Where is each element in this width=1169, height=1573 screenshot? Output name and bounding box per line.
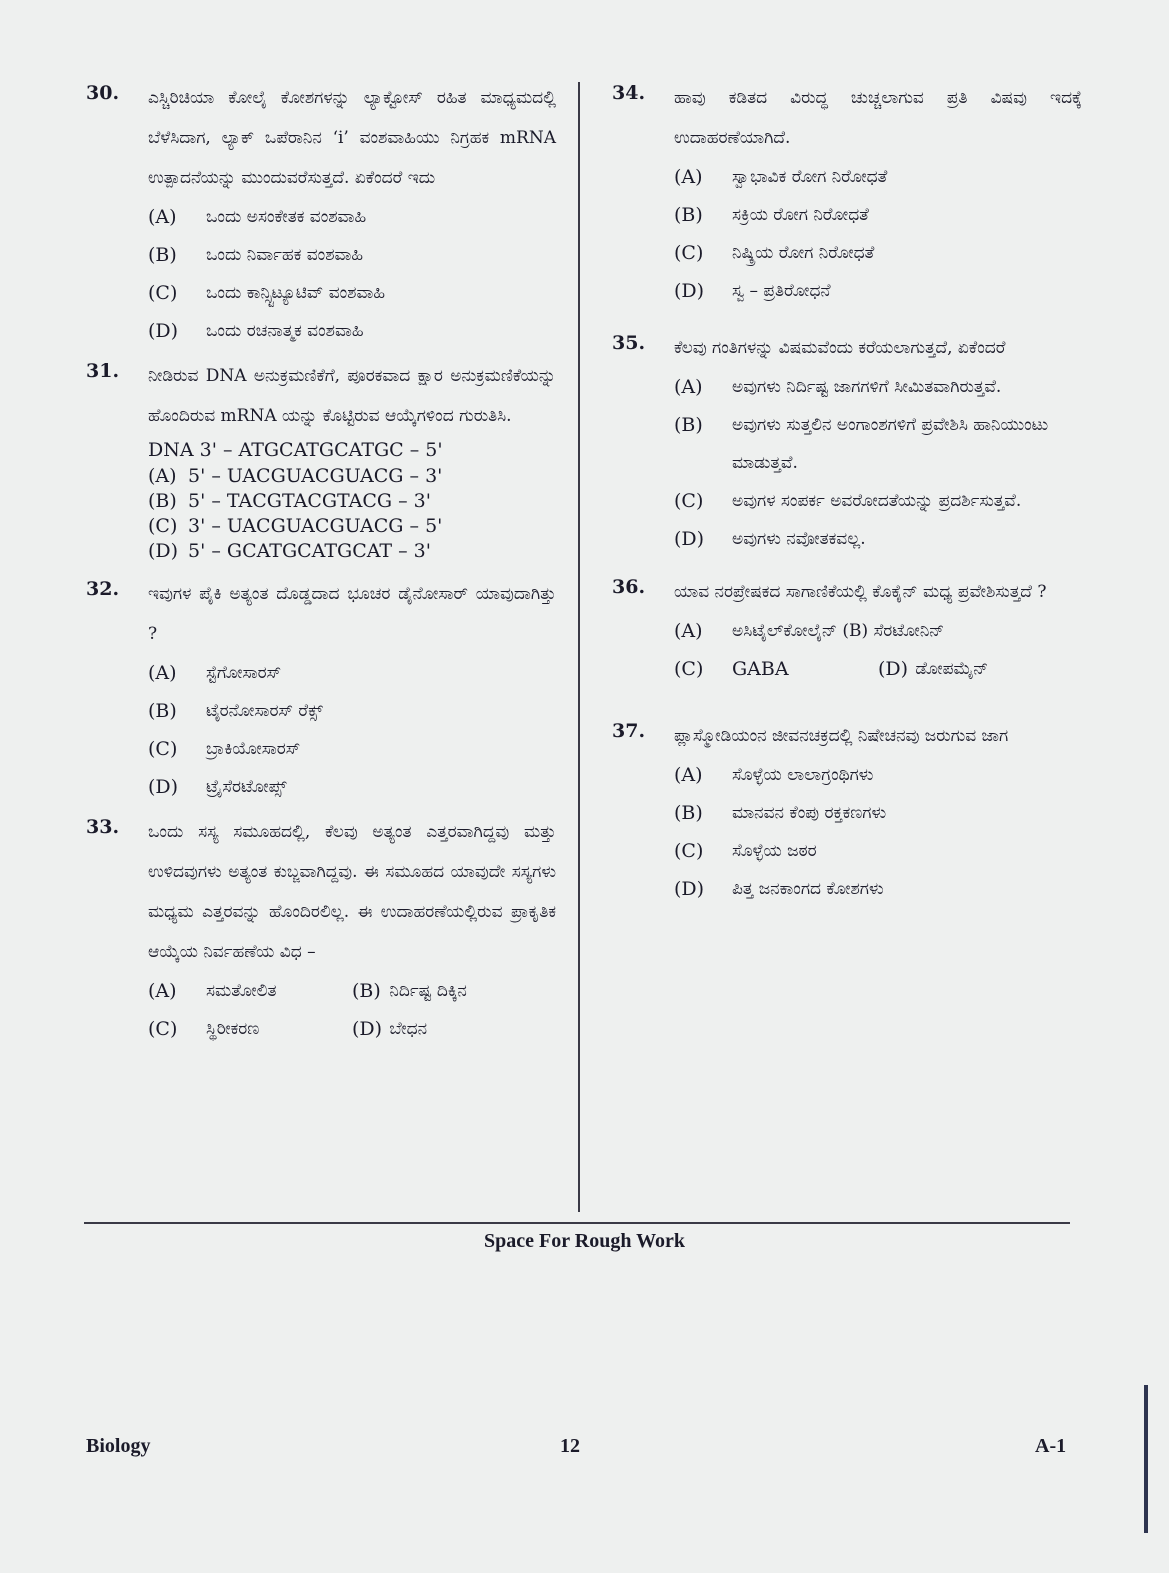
option-label: (C) (674, 658, 704, 680)
option-a (674, 756, 1082, 794)
option-d (148, 768, 556, 806)
option-label: (B) (148, 490, 177, 512)
question-30 (86, 78, 556, 350)
option-a (674, 158, 1082, 196)
option-b (148, 489, 556, 514)
question-stem: ಹಾವು ಕಡಿತದ ವಿರುದ್ಧ ಚುಚ್ಚಲಾಗುವ ಪ್ರತಿ ವಿಷವು ಇದಕ್ಕೆ ಉದಾಹರಣೆಯಾಗಿದೆ. (674, 88, 1082, 148)
option-text: ಬೇಧನ (389, 1019, 428, 1039)
option-a-b (674, 612, 1082, 650)
option-d (674, 520, 1082, 558)
footer-code: A-1 (1035, 1435, 1067, 1457)
option-text: ನಿಷ್ಕ್ರಿಯ ರೋಗ ನಿರೋಧತೆ (732, 243, 875, 263)
option-label: (C) (674, 242, 704, 264)
option-label: (C) (148, 282, 178, 304)
option-c (148, 730, 556, 768)
option-text: ಅವುಗಳು ನಿರ್ದಿಷ್ಟ ಜಾಗಗಳಿಗೆ ಸೀಮಿತವಾಗಿರುತ್ತವೆ. (732, 377, 1002, 397)
option-label: (D) (878, 658, 909, 680)
question-stem: ಒಂದು ಸಸ್ಯ ಸಮೂಹದಲ್ಲಿ, ಕೆಲವು ಅತ್ಯಂತ ಎತ್ತರವಾಗಿದ್ದವು ಮತ್ತು ಉಳಿದವುಗಳು ಅತ್ಯಂತ ಕುಬ್ಜವಾಗಿದ್ದವು. ಈ ಸಮೂಹದ ಯಾವುದೇ ಸಸ್ಯಗಳು ಮಧ್ಯಮ ಎತ್ತರವನ್ನು ಹೊಂದಿರಲಿಲ್ಲ. ಈ ಉದಾಹರಣೆಯಲ್ಲಿರುವ ಪ್ರಾಕೃತಿಕ ಆಯ್ಕೆಯ ನಿರ್ವಹಣೆಯ ವಿಧ – (148, 822, 556, 962)
question-number: 31. (86, 360, 120, 382)
option-b (674, 196, 1082, 234)
question-stem: ನೀಡಿರುವ DNA ಅನುಕ್ರಮಣಿಕೆಗೆ, ಪೂರಕವಾದ ಕ್ಷಾರ ಅನುಕ್ರಮಣಿಕೆಯನ್ನು ಹೊಂದಿರುವ mRNA ಯನ್ನು ಕೊಟ್ಟಿರುವ ಆಯ್ಕೆಗಳಿಂದ ಗುರುತಿಸಿ. (148, 366, 556, 426)
option-c (674, 482, 1082, 520)
option-label: (B) (148, 244, 177, 266)
option-c (674, 234, 1082, 272)
option-label: (B) (148, 700, 177, 722)
option-label: (D) (148, 776, 179, 798)
option-label: (A) (148, 662, 177, 684)
option-label: (A) (148, 465, 177, 487)
option-text: ಅವುಗಳು ನವೋತಕವಲ್ಲ. (732, 529, 866, 549)
option-label: (D) (148, 320, 179, 342)
option-text: 5' – TACGTACGTACG – 3' (188, 490, 431, 512)
option-text: ಒಂದು ನಿರ್ವಾಹಕ ವಂಶವಾಹಿ (206, 245, 364, 265)
option-label: (D) (674, 878, 705, 900)
option-text: ಸ್ಟೆಗೋಸಾರಸ್ (206, 663, 282, 683)
option-label: (D) (352, 1018, 383, 1040)
section-divider (84, 1222, 1070, 1224)
option-b (148, 692, 556, 730)
question-number: 34. (612, 82, 646, 104)
question-number: 32. (86, 578, 120, 600)
option-text: ಪಿತ್ತ ಜನಕಾಂಗದ ಕೋಶಗಳು (732, 879, 884, 899)
rough-work-heading: Space For Rough Work (484, 1230, 685, 1252)
option-text: ಸ್ವ – ಪ್ರತಿರೋಧನೆ (732, 281, 831, 301)
option-text: ಟ್ರೈಸೆರಟೋಪ್ಸ್ (206, 777, 287, 797)
question-number: 37. (612, 720, 646, 742)
question-stem: ಎಸ್ಚಿರಿಚಿಯಾ ಕೋಲೈ ಕೋಶಗಳನ್ನು ಲ್ಯಾಕ್ಟೋಸ್ ರಹಿತ ಮಾಧ್ಯಮದಲ್ಲಿ ಬೆಳೆಸಿದಾಗ, ಲ್ಯಾಕ್ ಒಪೆರಾನಿನ ‘i’ ವಂಶವಾಹಿಯು ನಿಗ್ರಹಕ mRNA ಉತ್ಪಾದನೆಯನ್ನು ಮುಂದುವರೆಸುತ್ತದೆ. ಏಕೆಂದರೆ ಇದು (148, 88, 556, 188)
option-row (674, 650, 1082, 688)
question-number: 35. (612, 332, 646, 354)
option-text: ಸಮತೋಲಿತ (206, 981, 277, 1001)
option-text: ಸೊಳ್ಳೆಯ ಜಠರ (732, 841, 817, 861)
option-d (352, 1010, 556, 1048)
option-text: ಡೋಪಮೈನ್ (915, 659, 989, 679)
option-label: (C) (674, 490, 704, 512)
option-label: (A) (674, 376, 703, 398)
option-label: (B) (674, 414, 703, 436)
option-a (148, 654, 556, 692)
option-label: (A) (674, 620, 703, 642)
option-text: 5' – UACGUACGUACG – 3' (188, 465, 443, 487)
option-d (674, 272, 1082, 310)
option-b (352, 972, 556, 1010)
option-label: (A) (148, 206, 177, 228)
option-text: 3' – UACGUACGUACG – 5' (188, 515, 443, 537)
option-c (148, 1010, 352, 1048)
option-d (674, 870, 1082, 908)
option-text: GABA (732, 658, 789, 680)
question-32 (86, 574, 556, 806)
option-c (674, 832, 1082, 870)
option-a (148, 198, 556, 236)
column-divider (578, 82, 580, 1212)
question-number: 36. (612, 576, 646, 598)
option-c (148, 274, 556, 312)
option-text: ಸಕ್ರಿಯ ರೋಗ ನಿರೋಧತೆ (732, 205, 869, 225)
right-column (612, 78, 1082, 924)
option-text: ಅವುಗಳ ಸಂಪರ್ಕ ಅವರೋದತೆಯನ್ನು ಪ್ರದರ್ಶಿಸುತ್ತವೆ. (732, 491, 1022, 511)
option-label: (C) (674, 840, 704, 862)
option-a (148, 972, 352, 1010)
option-text: ಒಂದು ಕಾನ್ಸ್ಟಿಟ್ಯೂಟಿವ್ ವಂಶವಾಹಿ (206, 283, 386, 303)
question-33 (86, 812, 556, 1048)
option-text: ಟೈರನೋಸಾರಸ್ ರೆಕ್ಸ್ (206, 701, 323, 721)
question-stem: ಕೆಲವು ಗಂತಿಗಳನ್ನು ವಿಷಮವೆಂದು ಕರೆಯಲಾಗುತ್ತದೆ, ಏಕೆಂದರೆ (674, 338, 1006, 358)
option-text: ನಿರ್ದಿಷ್ಟ ದಿಕ್ಕಿನ (389, 981, 467, 1001)
option-label: (D) (674, 528, 705, 550)
option-row (148, 972, 556, 1010)
option-text: ಮಾನವನ ಕೆಂಪು ರಕ್ತಕಣಗಳು (732, 803, 887, 823)
option-d (148, 539, 556, 564)
margin-mark (1144, 1385, 1148, 1533)
option-c (148, 514, 556, 539)
question-31 (86, 356, 556, 564)
question-number: 30. (86, 82, 120, 104)
question-36 (612, 572, 1082, 688)
question-number: 33. (86, 816, 120, 838)
option-label: (B) (674, 204, 703, 226)
option-label: (C) (148, 738, 178, 760)
question-35 (612, 328, 1082, 558)
option-row (148, 1010, 556, 1048)
footer-page-number: 12 (560, 1435, 580, 1457)
option-label: (A) (148, 980, 177, 1002)
option-label: (D) (674, 280, 705, 302)
option-d (148, 312, 556, 350)
option-text: ಸ್ವಾಭಾವಿಕ ರೋಗ ನಿರೋಧತೆ (732, 167, 888, 187)
question-stem: ಪ್ಲಾಸ್ಮೋಡಿಯಂನ ಜೀವನಚಕ್ರದಲ್ಲಿ ನಿಷೇಚನವು ಜರುಗುವ ಜಾಗ (674, 726, 1009, 746)
option-text: ಸೊಳ್ಳೆಯ ಲಾಲಾಗ್ರಂಥಿಗಳು (732, 765, 874, 785)
option-a (674, 368, 1082, 406)
left-column (86, 78, 556, 1064)
option-label: (C) (148, 515, 178, 537)
option-b (674, 406, 1082, 482)
option-label: (C) (148, 1018, 178, 1040)
option-label: (A) (674, 166, 703, 188)
option-label: (B) (674, 802, 703, 824)
option-text: 5' – GCATGCATGCAT – 3' (188, 540, 431, 562)
option-text: ಒಂದು ರಚನಾತ್ಮಕ ವಂಶವಾಹಿ (206, 321, 364, 341)
option-text: ಸ್ಥಿರೀಕರಣ (206, 1019, 260, 1039)
option-label: (D) (148, 540, 179, 562)
option-d (878, 650, 1082, 688)
option-text: ಅವುಗಳು ಸುತ್ತಲಿನ ಅಂಗಾಂಶಗಳಿಗೆ ಪ್ರವೇಶಿಸಿ ಹಾನಿಯುಂಟು ಮಾಡುತ್ತವೆ. (732, 415, 1049, 473)
question-stem: ಯಾವ ನರಪ್ರೇಷಕದ ಸಾಗಾಣಿಕೆಯಲ್ಲಿ ಕೊಕೈನ್ ಮಧ್ಯ ಪ್ರವೇಶಿಸುತ್ತದೆ ? (674, 582, 1047, 602)
option-text: ಬ್ರಾಕಿಯೋಸಾರಸ್ (206, 739, 301, 759)
option-c (674, 650, 878, 688)
dna-sequence: DNA 3' – ATGCATGCATGC – 5' (148, 439, 443, 461)
option-label: (B) (352, 980, 381, 1002)
footer-subject: Biology (86, 1435, 151, 1457)
option-text: ಅಸಿಟೈಲ್‌ಕೋಲೈನ್ (B) ಸೆರಟೋನಿನ್ (732, 621, 945, 641)
option-a (148, 464, 556, 489)
option-label: (A) (674, 764, 703, 786)
question-37 (612, 716, 1082, 908)
option-b (148, 236, 556, 274)
option-text: ಒಂದು ಅಸಂಕೇತಕ ವಂಶವಾಹಿ (206, 207, 367, 227)
question-stem: ಇವುಗಳ ಪೈಕಿ ಅತ್ಯಂತ ದೊಡ್ಡದಾದ ಭೂಚರ ಡೈನೋಸಾರ್ ಯಾವುದಾಗಿತ್ತು ? (148, 584, 556, 644)
question-34 (612, 78, 1082, 310)
option-b (674, 794, 1082, 832)
